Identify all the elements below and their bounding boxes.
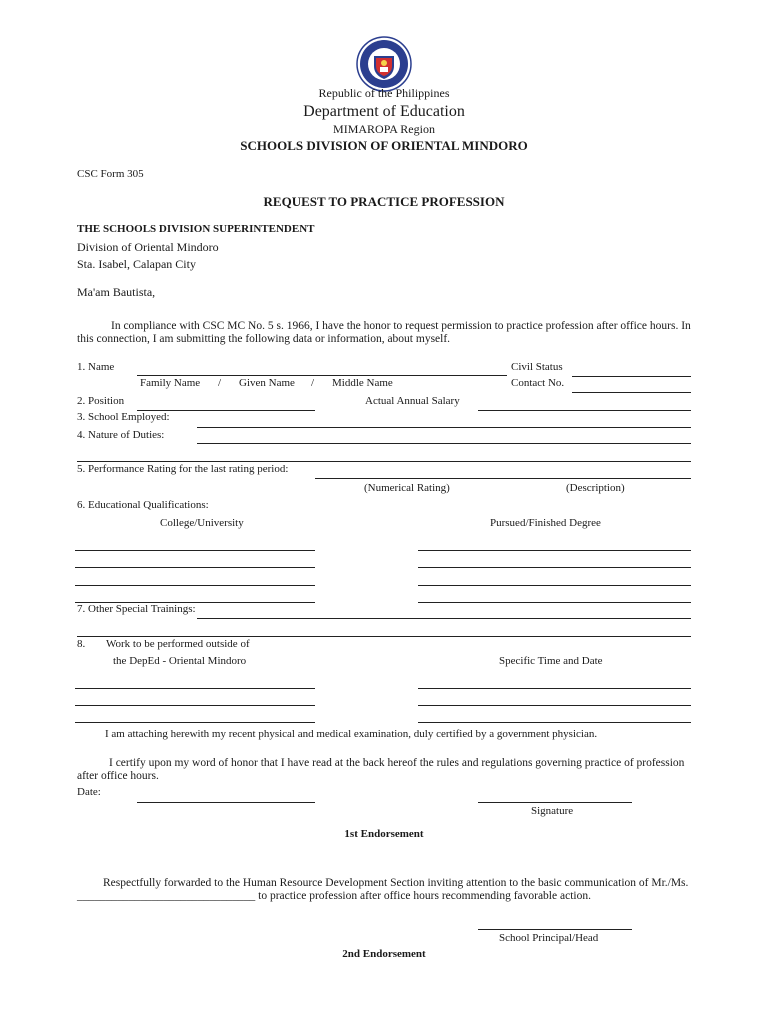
degree-line-1[interactable] [418,550,691,551]
degree-label: Pursued/Finished Degree [490,517,601,529]
work-line-3[interactable] [75,722,315,723]
form-code: CSC Form 305 [77,168,144,180]
degree-line-4[interactable] [418,602,691,603]
trainings-line-1[interactable] [197,618,691,619]
work-line-2[interactable] [75,705,315,706]
contact-no-label: Contact No. [511,377,565,389]
name-separator-1: / [218,377,222,389]
rating-line[interactable] [315,478,691,479]
name-line[interactable] [137,375,507,376]
time-date-line-3[interactable] [418,722,691,723]
college-line-2[interactable] [75,567,315,568]
salutation: Ma'am Bautista, [77,285,156,299]
rating-label: 5. Performance Rating for the last rating period: [77,463,289,475]
time-date-label: Specific Time and Date [499,655,603,667]
endorsement-1-title: 1st Endorsement [344,828,424,840]
signature-line[interactable] [478,802,632,803]
contact-no-line[interactable] [572,392,691,393]
addressee-line3: Sta. Isabel, Calapan City [77,257,196,271]
education-label: 6. Educational Qualifications: [77,499,209,511]
duties-line-1[interactable] [197,443,691,444]
endorsement-1-text: Respectfully forwarded to the Human Resource Development Section inviting attention to the basic communication of Mr./Ms. _______________________________ to practice profession after office hours recommending favorable action. [77,877,689,902]
time-date-line-2[interactable] [418,705,691,706]
school-label: 3. School Employed: [77,411,170,423]
given-name-label: Given Name [239,377,295,389]
middle-name-label: Middle Name [332,377,393,389]
time-date-line-1[interactable] [418,688,691,689]
college-line-1[interactable] [75,550,315,551]
school-line[interactable] [197,427,691,428]
endorsement-2-title: 2nd Endorsement [342,948,426,960]
college-line-3[interactable] [75,585,315,586]
addressee-line2: Division of Oriental Mindoro [77,240,219,254]
intro-paragraph: In compliance with CSC MC No. 5 s. 1966, I have the honor to request permission to practice profession after office hours. In this connection, I am submitting the following data or information, about myself. [77,320,691,345]
header-country: Republic of the Philippines [318,86,450,100]
addressee-line1: THE SCHOOLS DIVISION SUPERINTENDENT [77,223,315,235]
salary-label: Actual Annual Salary [365,395,460,407]
position-label: 2. Position [77,395,125,407]
header-division: SCHOOLS DIVISION OF ORIENTAL MINDORO [240,138,528,153]
numerical-rating-label: (Numerical Rating) [364,482,450,494]
duties-label: 4. Nature of Duties: [77,429,165,441]
name-separator-2: / [311,377,315,389]
principal-label: School Principal/Head [499,932,599,944]
header-region: MIMAROPA Region [333,122,435,136]
duties-line-2[interactable] [77,461,691,462]
civil-status-line[interactable] [572,376,691,377]
principal-signature-line[interactable] [478,929,632,930]
header-department: Department of Education [303,103,465,120]
date-label: Date: [77,786,101,798]
form-title: REQUEST TO PRACTICE PROFESSION [263,194,505,209]
description-label: (Description) [566,482,625,494]
trainings-line-2[interactable] [77,636,691,637]
certify-statement: I certify upon my word of honor that I have read at the back hereof the rules and regulations governing practice of profession after office hours. [77,757,685,782]
work-label-line1: Work to be performed outside of [106,638,250,650]
work-label-line2: the DepEd - Oriental Mindoro [113,655,247,667]
salary-line[interactable] [478,410,691,411]
trainings-label: 7. Other Special Trainings: [77,603,196,615]
family-name-label: Family Name [140,377,201,389]
signature-label: Signature [531,805,574,817]
civil-status-label: Civil Status [511,361,563,373]
degree-line-2[interactable] [418,567,691,568]
college-label: College/University [160,517,244,529]
degree-line-3[interactable] [418,585,691,586]
deped-seal-icon [356,36,412,92]
work-line-1[interactable] [75,688,315,689]
attach-statement: I am attaching herewith my recent physical and medical examination, duly certified by a government physician. [105,728,598,740]
date-line[interactable] [137,802,315,803]
work-number: 8. [77,638,86,650]
name-label: 1. Name [77,361,115,373]
